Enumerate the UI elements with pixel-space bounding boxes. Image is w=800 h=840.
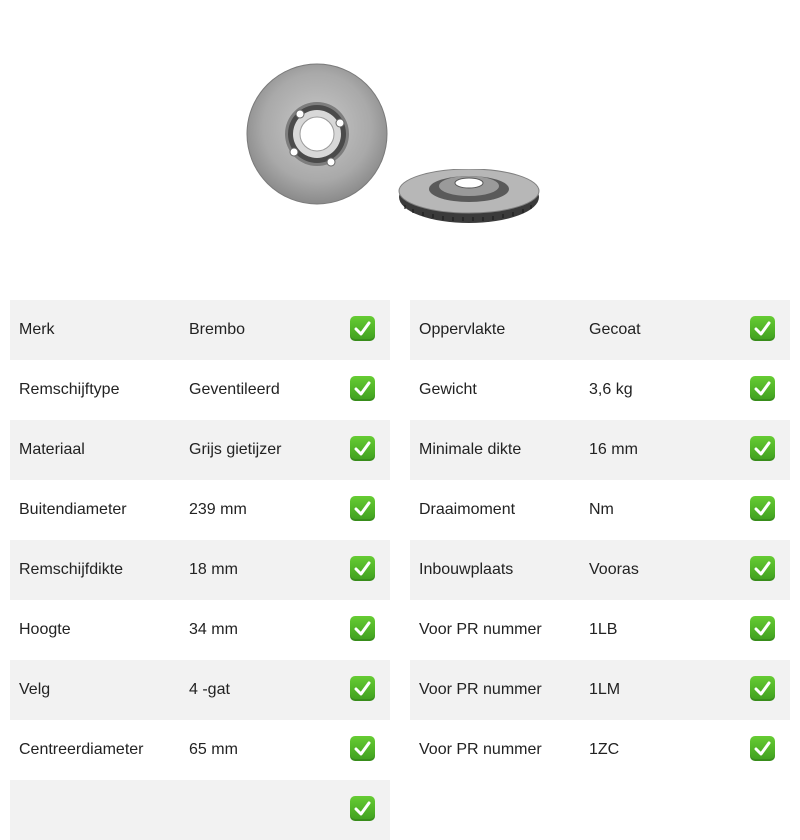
spec-row bbox=[10, 600, 390, 660]
spec-value: Vooras bbox=[589, 561, 639, 578]
spec-label: Materiaal bbox=[19, 441, 85, 458]
spec-value: 34 mm bbox=[189, 621, 238, 638]
spec-label: Remschijfdikte bbox=[19, 561, 124, 578]
spec-row bbox=[10, 780, 390, 840]
check-mark-icon bbox=[750, 736, 775, 761]
product-image bbox=[0, 0, 800, 300]
spec-label: Voor PR nummer bbox=[419, 681, 542, 698]
spec-row bbox=[410, 360, 790, 420]
spec-label: Merk bbox=[19, 321, 55, 338]
check-mark-icon bbox=[350, 556, 375, 581]
spec-row bbox=[10, 420, 390, 480]
check-mark-icon bbox=[750, 376, 775, 401]
check-mark-icon bbox=[350, 496, 375, 521]
spec-value: Grijs gietijzer bbox=[189, 441, 282, 458]
spec-value: 1ZC bbox=[589, 741, 620, 758]
spec-row bbox=[10, 660, 390, 720]
spec-row bbox=[10, 540, 390, 600]
spec-row bbox=[410, 480, 790, 540]
spec-row bbox=[410, 300, 790, 360]
check-mark-icon bbox=[350, 616, 375, 641]
spec-value: Gecoat bbox=[589, 321, 641, 338]
spec-value: 239 mm bbox=[189, 501, 247, 518]
spec-row bbox=[10, 360, 390, 420]
spec-label: Inbouwplaats bbox=[419, 561, 514, 578]
check-mark-icon bbox=[350, 736, 375, 761]
check-mark-icon bbox=[750, 676, 775, 701]
spec-row bbox=[10, 720, 390, 780]
spec-row bbox=[410, 420, 790, 480]
spec-value: 4 -gat bbox=[189, 681, 230, 698]
spec-value: 18 mm bbox=[189, 561, 238, 578]
spec-label: Oppervlakte bbox=[419, 321, 506, 338]
check-mark-icon bbox=[750, 556, 775, 581]
spec-label: Voor PR nummer bbox=[419, 621, 542, 638]
brake-disc-front-image bbox=[243, 62, 393, 212]
spec-label: Draaimoment bbox=[419, 501, 516, 518]
spec-value: Geventileerd bbox=[189, 381, 280, 398]
spec-value: 1LB bbox=[589, 621, 618, 638]
spec-value: Brembo bbox=[189, 321, 246, 338]
spec-row bbox=[410, 660, 790, 720]
spec-label: Remschijftype bbox=[19, 381, 120, 398]
spec-label: Gewicht bbox=[419, 381, 477, 398]
spec-label: Minimale dikte bbox=[419, 441, 522, 458]
spec-value: 1LM bbox=[589, 681, 621, 698]
check-mark-icon bbox=[350, 316, 375, 341]
check-mark-icon bbox=[750, 616, 775, 641]
check-mark-icon bbox=[750, 496, 775, 521]
spec-value: Nm bbox=[589, 501, 614, 518]
spec-row bbox=[10, 480, 390, 540]
check-mark-icon bbox=[350, 376, 375, 401]
spec-value: 3,6 kg bbox=[589, 381, 633, 398]
spec-label: Velg bbox=[19, 681, 51, 698]
spec-row bbox=[410, 720, 790, 780]
check-mark-icon bbox=[350, 676, 375, 701]
spec-label: Buitendiameter bbox=[19, 501, 127, 518]
spec-label: Voor PR nummer bbox=[419, 741, 542, 758]
spec-table-right bbox=[410, 300, 790, 780]
spec-label: Hoogte bbox=[19, 621, 71, 638]
spec-row bbox=[10, 300, 390, 360]
spec-value: 65 mm bbox=[189, 741, 238, 758]
spec-row bbox=[410, 600, 790, 660]
check-mark-icon bbox=[350, 436, 375, 461]
check-mark-icon bbox=[750, 436, 775, 461]
brake-disc-side-image bbox=[397, 169, 542, 229]
spec-label: Centreerdiameter bbox=[19, 741, 144, 758]
check-mark-icon bbox=[750, 316, 775, 341]
spec-row bbox=[410, 540, 790, 600]
spec-table-left bbox=[10, 300, 390, 840]
spec-value: 16 mm bbox=[589, 441, 638, 458]
